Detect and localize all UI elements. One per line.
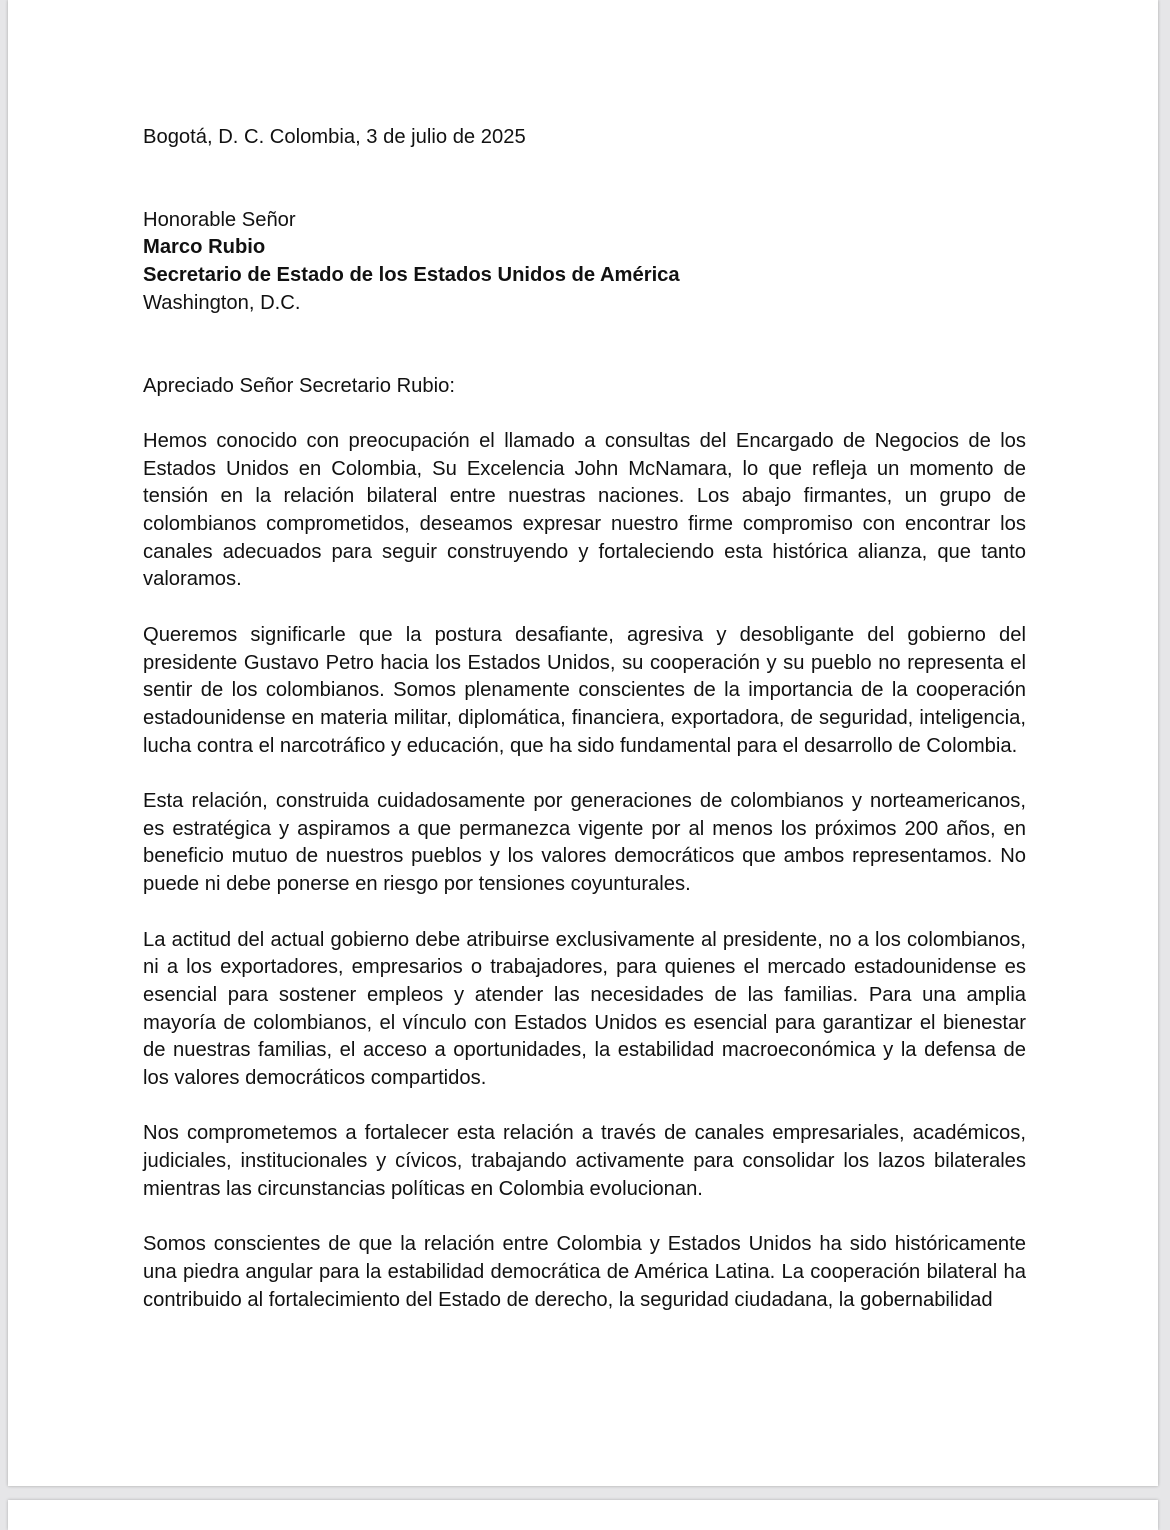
body-paragraph-5: Nos comprometemos a fortalecer esta relación a través de canales empresariales, académicos, judiciales, institucionales y cívicos, trabajando activamente para consolidar los lazos bilaterales mientras las circunstancias políticas en Colombia evolucionan. <box>143 1122 1026 1200</box>
salutation: Apreciado Señor Secretario Rubio: <box>143 374 455 397</box>
addressee-title: Secretario de Estado de los Estados Unidos de América <box>143 264 680 287</box>
letter-body <box>143 124 1026 1342</box>
body-paragraph-1: Hemos conocido con preocupación el llamado a consultas del Encargado de Negocios de los Estados Unidos en Colombia, Su Excelencia John McNamara, lo que refleja un momento de tensión en la relación bilateral entre nuestras naciones. Los abajo firmantes, un grupo de colombianos comprometidos, deseamos expresar nuestro firme compromiso con encontrar los canales adecuados para seguir construyendo y fortaleciendo esta histórica alianza, que tanto valoramos. <box>143 429 1026 591</box>
addressee-name: Marco Rubio <box>143 236 266 259</box>
body-paragraph-3: Esta relación, construida cuidadosamente por generaciones de colombianos y norteamericanos, es estratégica y aspiramos a que permanezca vigente por al menos los próximos 200 años, en beneficio mutuo de nuestros pueblos y los valores democráticos que ambos representamos. No puede ni debe ponerse en riesgo por tensiones coyunturales. <box>143 790 1026 896</box>
body-paragraph-4: La actitud del actual gobierno debe atribuirse exclusivamente al presidente, no a los colombianos, ni a los exportadores, empresarios o trabajadores, para quienes el mercado estadounidense es esencial para sostener empleos y atender las necesidades de las familias. Para una amplia mayoría de colombianos, el vínculo con Estados Unidos es esencial para garantizar el bienestar de nuestras familias, el acceso a oportunidades, la estabilidad macroeconómica y la defensa de los valores democráticos compartidos. <box>143 928 1026 1090</box>
addressee-honorific: Honorable Señor <box>143 208 296 231</box>
addressee-block <box>143 207 1026 318</box>
body-paragraph-6: Somos conscientes de que la relación entre Colombia y Estados Unidos ha sido históricamente una piedra angular para la estabilidad democrática de América Latina. La cooperación bilateral ha contribuido al fortalecimiento del Estado de derecho, la seguridad ciudadana, la gobernabilidad <box>143 1233 1026 1311</box>
addressee-location: Washington, D.C. <box>143 291 301 314</box>
body-paragraph-2: Queremos significarle que la postura desafiante, agresiva y desobligante del gobierno del presidente Gustavo Petro hacia los Estados Unidos, su cooperación y su pueblo no representa el sentir de los colombianos. Somos plenamente conscientes de la importancia de la cooperación estadounidense en materia militar, diplomática, financiera, exportadora, de seguridad, inteligencia, lucha contra el narcotráfico y educación, que ha sido fundamental para el desarrollo de Colombia. <box>143 623 1026 757</box>
document-page <box>8 0 1158 1486</box>
next-page-edge <box>8 1500 1158 1530</box>
letter-date: Bogotá, D. C. Colombia, 3 de julio de 2025 <box>143 126 526 148</box>
